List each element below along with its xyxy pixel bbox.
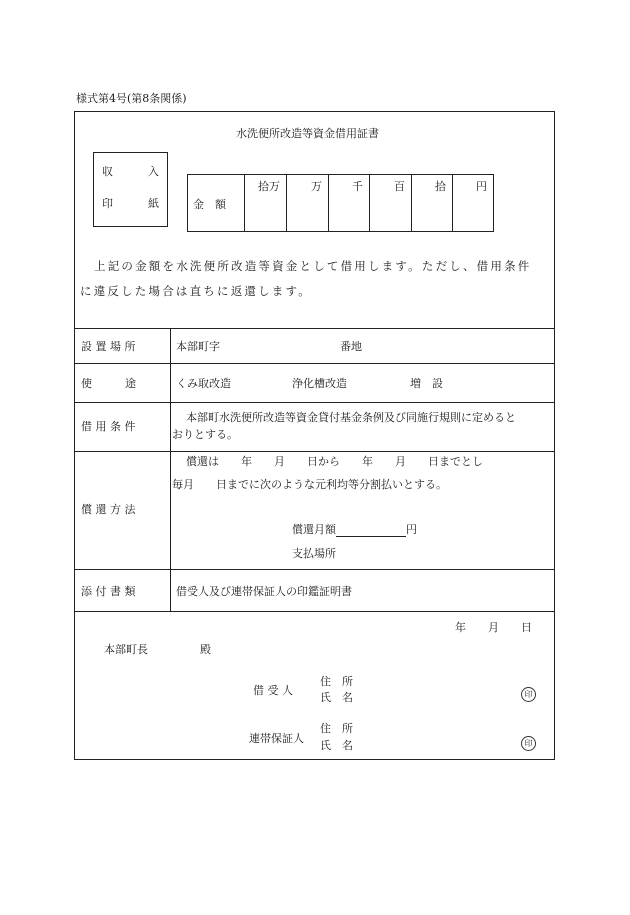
amount-cell[interactable] [452, 175, 493, 231]
repayment-line: 償還は 年 月 日から 年 月 日までとし [186, 455, 483, 468]
monthly-amount-blank[interactable] [336, 524, 406, 537]
monthly-amount [292, 521, 417, 537]
payment-place: 支払場所 [292, 547, 336, 560]
divider [75, 402, 554, 403]
amount-label: 金 額 [193, 198, 226, 211]
repayment-label: 償 還 方 法 [81, 503, 136, 516]
borrower-address-label: 住 所 [320, 675, 353, 688]
attachments-value: 借受人及び連帯保証人の印鑑証明書 [176, 585, 352, 598]
amount-cell[interactable] [369, 175, 411, 231]
purpose-option[interactable]: 浄化槽改造 [292, 377, 347, 390]
document-title: 水洗便所改造等資金借用証書 [236, 127, 379, 140]
purpose-option[interactable]: 増 設 [410, 377, 443, 390]
amount-unit: 拾 [435, 180, 446, 193]
stamp-char: 収 [102, 165, 113, 178]
amount-cell[interactable] [286, 175, 328, 231]
label-column-divider [170, 328, 171, 611]
amount-unit: 百 [394, 180, 405, 193]
statement-line: に違反した場合は直ちに返還します。 [80, 284, 312, 298]
guarantor-label: 連帯保証人 [249, 732, 304, 745]
amount-unit: 円 [476, 180, 487, 193]
divider [75, 611, 554, 612]
signature-date: 年 月 日 [455, 621, 532, 634]
repayment-line: 毎月 日までに次のような元利均等分割払いとする。 [172, 478, 447, 491]
amount-unit: 千 [352, 180, 363, 193]
location-label: 設 置 場 所 [81, 340, 136, 353]
purpose-option[interactable]: くみ取改造 [176, 377, 231, 390]
conditions-line: 本部町水洗便所改造等資金貸付基金条例及び同施行規則に定めると [186, 411, 516, 424]
guarantor-address-label: 住 所 [320, 722, 353, 735]
location-suffix: 番地 [340, 340, 362, 353]
divider [75, 451, 554, 452]
amount-cell[interactable] [328, 175, 369, 231]
divider [75, 328, 554, 329]
addressee: 本部町長 [104, 643, 148, 656]
attachments-label: 添 付 書 類 [81, 585, 136, 598]
guarantor-name-label: 氏 名 [320, 739, 353, 752]
conditions-line: おりとする。 [172, 428, 238, 441]
monthly-amount-label: 償還月額 [292, 523, 336, 536]
amount-cell[interactable] [411, 175, 452, 231]
divider [75, 363, 554, 364]
purpose-label: 使 途 [81, 377, 136, 390]
revenue-stamp-box [93, 152, 168, 227]
borrower-label: 借 受 人 [253, 684, 293, 697]
form-number: 様式第4号(第8条関係) [76, 92, 187, 105]
stamp-char: 印 [102, 197, 113, 210]
divider [75, 569, 554, 570]
seal-icon: 印 [521, 687, 536, 702]
monthly-amount-unit: 円 [406, 523, 417, 536]
stamp-char: 入 [148, 165, 159, 178]
stamp-char: 紙 [148, 197, 159, 210]
honorific: 殿 [200, 643, 211, 656]
amount-grid [187, 174, 494, 232]
location-prefix: 本部町字 [176, 340, 220, 353]
amount-unit: 拾万 [258, 180, 280, 193]
amount-unit: 万 [311, 180, 322, 193]
borrower-name-label: 氏 名 [320, 691, 353, 704]
seal-icon: 印 [521, 736, 536, 751]
statement-line: 上記の金額を水洗便所改造等資金として借用します。ただし、借用条件 [94, 259, 532, 273]
amount-cell[interactable] [244, 175, 286, 231]
conditions-label: 借 用 条 件 [81, 420, 136, 433]
